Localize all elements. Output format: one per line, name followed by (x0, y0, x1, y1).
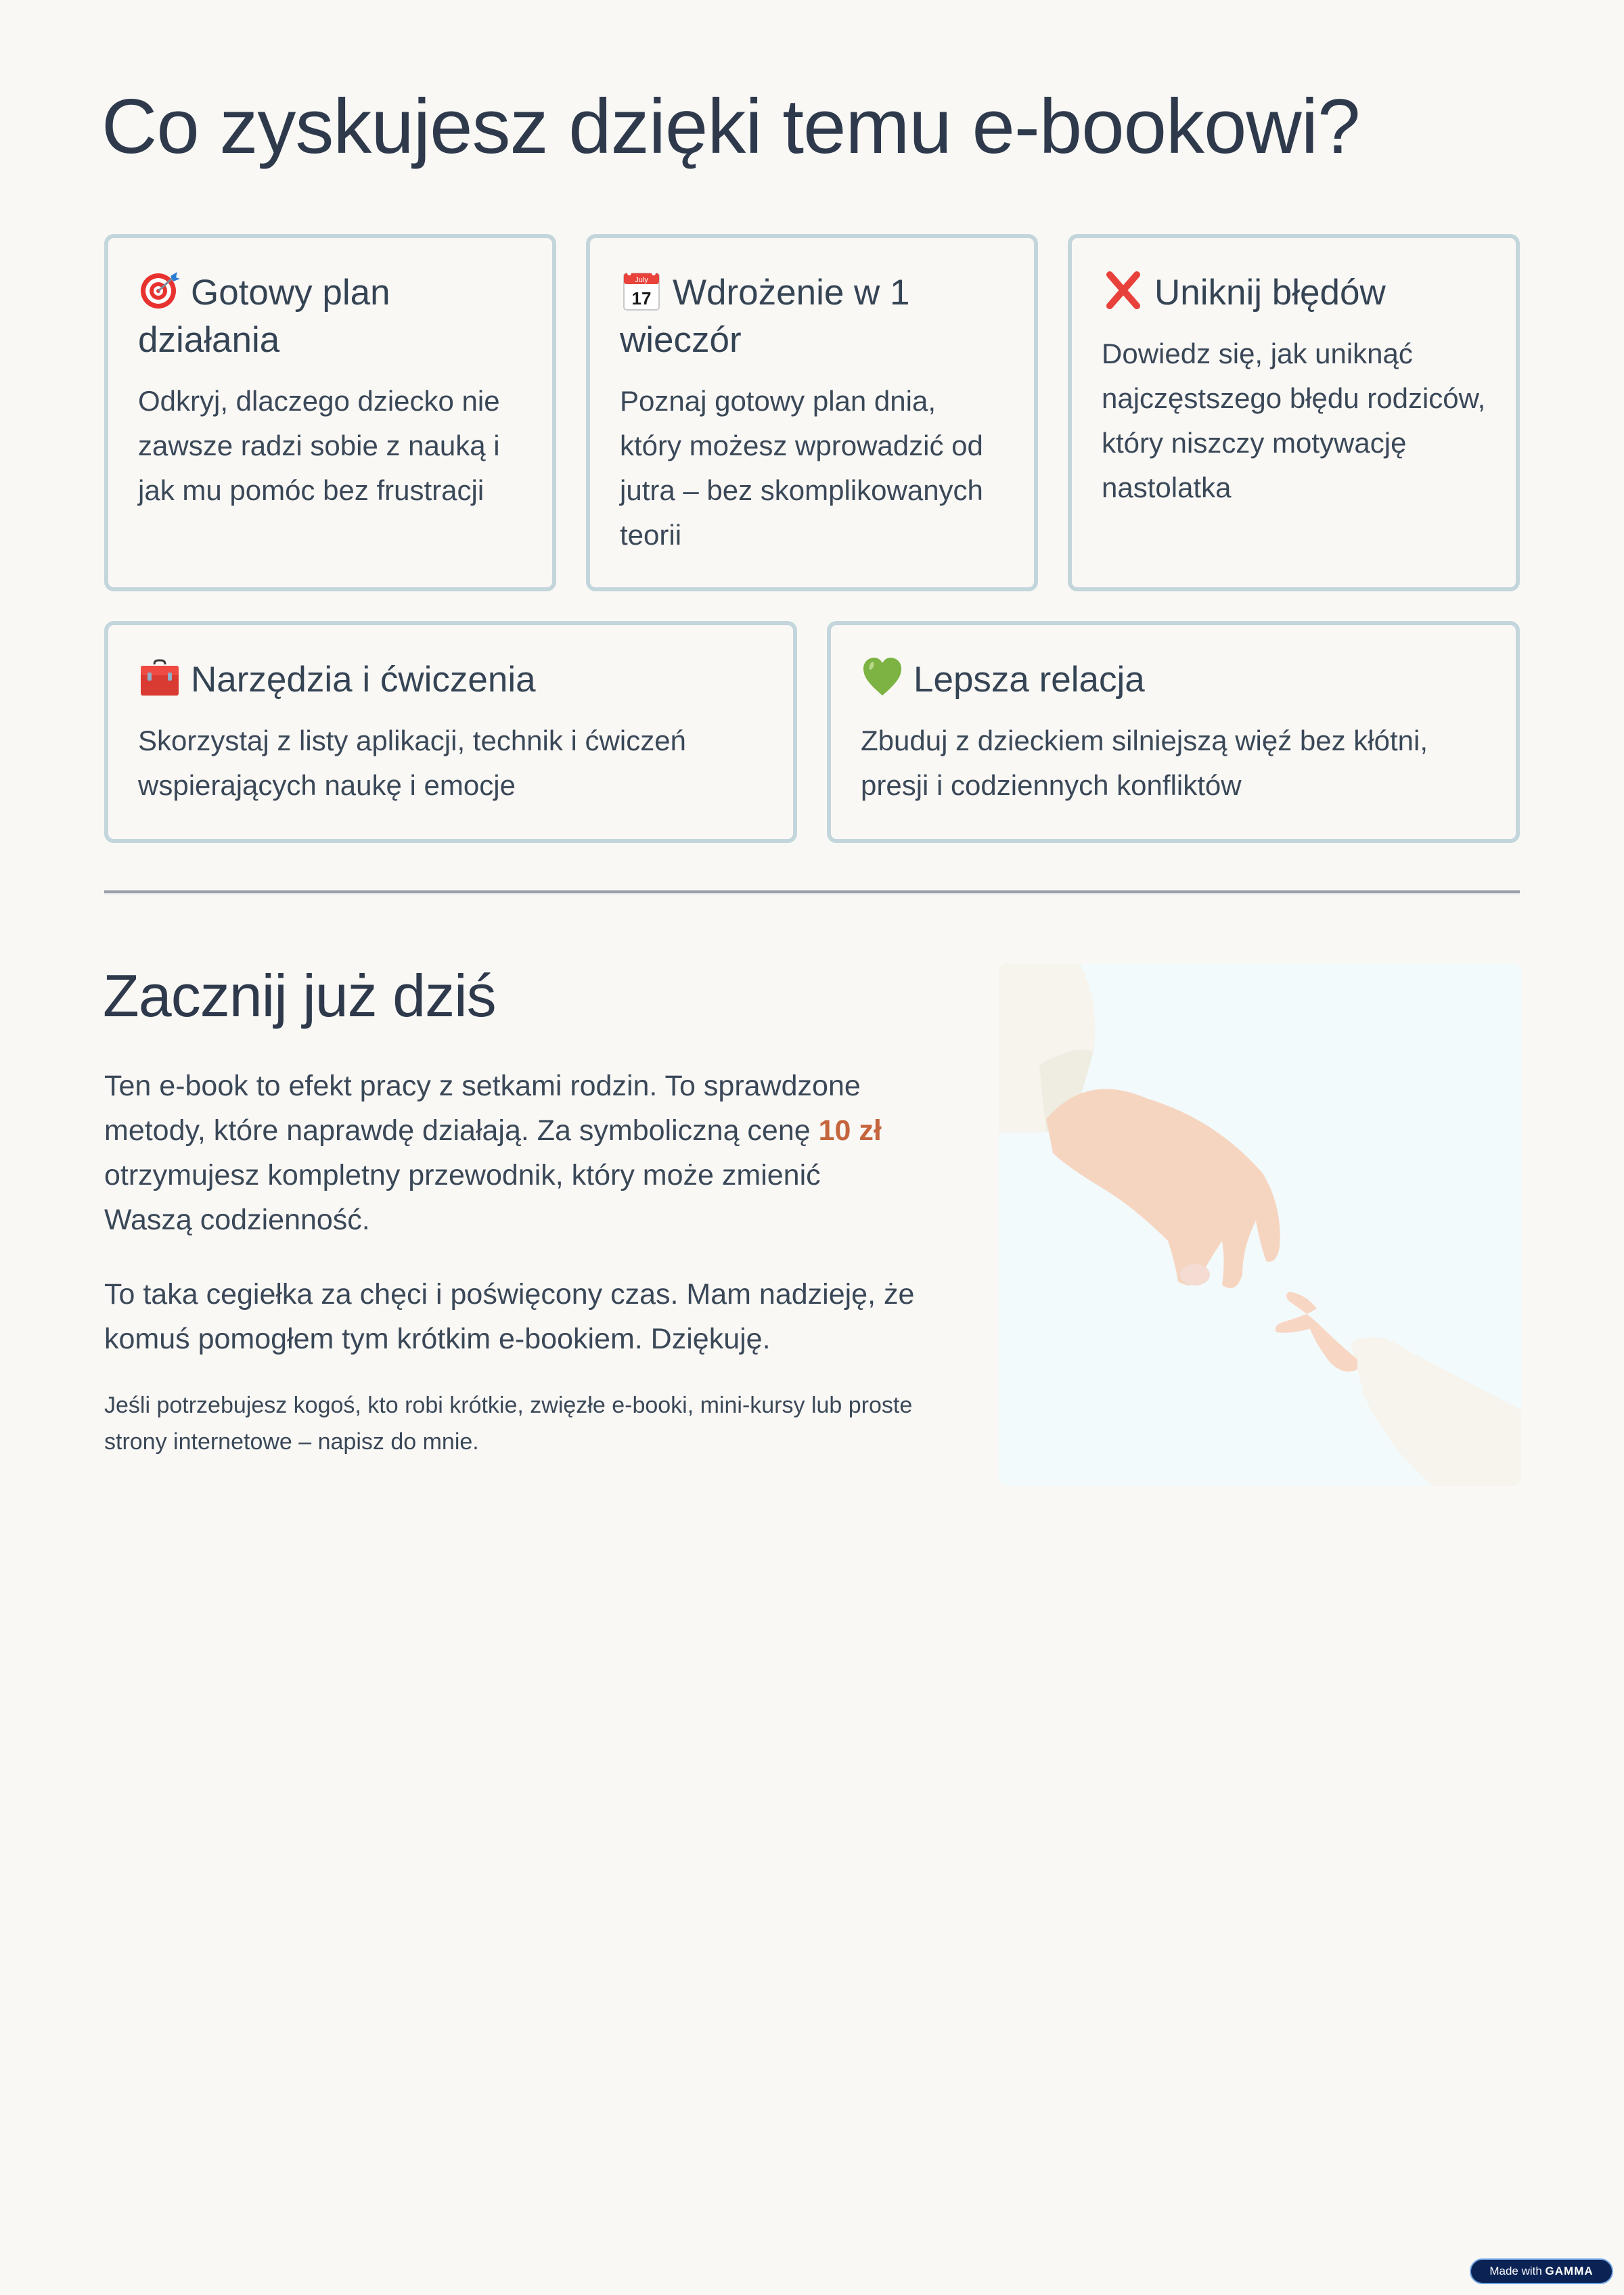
hands-reaching-image (999, 963, 1521, 1486)
card-heading-text: Narzędzia i ćwiczenia (191, 660, 536, 700)
svg-text:17: 17 (631, 288, 652, 309)
feature-card-ready-plan (104, 234, 556, 591)
card-heading-text: Uniknij błędów (1154, 273, 1386, 313)
svg-text:July: July (635, 276, 648, 284)
thanks-paragraph: To taka cegiełka za chęci i poświęcony czas. Mam nadzieję, że komuś pomogłem tym krótkim e-bookiem. Dziękuję. (104, 1278, 915, 1355)
target-dart-icon (138, 268, 181, 311)
feature-card-tools (104, 621, 797, 843)
card-heading (861, 655, 1486, 704)
card-heading-text: Lepsza relacja (914, 660, 1145, 700)
card-body: Odkryj, dlaczego dziecko nie zawsze radzi sobie z nauką i jak mu pomóc bez frustracji (138, 385, 500, 506)
card-heading (620, 268, 1004, 364)
cross-mark-icon (1102, 268, 1145, 311)
page-title: Co zyskujesz dzięki temu e-bookowi? (102, 84, 1360, 170)
calendar-icon (620, 268, 663, 311)
green-heart-icon (861, 655, 904, 698)
contact-note: Jeśli potrzebujesz kogoś, kto robi krótkie, zwięzłe e-booki, mini-kursy lub proste strony internetowe – napisz do mnie. (104, 1392, 913, 1455)
card-body: Poznaj gotowy plan dnia, który możesz wprowadzić od jutra – bez skomplikowanych teorii (620, 385, 983, 551)
intro-text-end: otrzymujesz kompletny przewodnik, który może zmienić Waszą codzienność. (104, 1159, 821, 1236)
feature-card-one-evening (586, 234, 1038, 591)
gamma-logo: GAMMA (1545, 2265, 1594, 2277)
section-title: Zacznij już dziś (103, 962, 496, 1029)
card-body: Dowiedz się, jak uniknąć najczęstszego błędu rodziców, który niszczy motywację nastolatka (1102, 338, 1486, 503)
intro-paragraph (104, 1064, 916, 1242)
hands-illustration (999, 963, 1521, 1486)
feature-card-avoid-mistakes (1068, 234, 1520, 591)
card-heading (138, 268, 522, 364)
toolbox-icon (138, 655, 181, 698)
intro-text-start: Ten e-book to efekt pracy z setkami rodzin. To sprawdzone metody, które naprawdę działają. Za symboliczną cenę (104, 1070, 861, 1147)
section-divider (104, 890, 1520, 894)
card-body: Zbuduj z dzieckiem silniejszą więź bez kłótni, presji i codziennych konfliktów (861, 725, 1428, 801)
price-highlight: 10 zł (818, 1114, 882, 1147)
feature-card-better-relationship (827, 621, 1520, 843)
badge-prefix: Made with (1489, 2265, 1542, 2277)
card-heading-text: Wdrożenie w 1 wieczór (620, 273, 910, 360)
card-heading-text: Gotowy plan działania (138, 273, 390, 360)
card-heading (1102, 268, 1486, 317)
made-with-gamma-badge[interactable] (1470, 2258, 1613, 2284)
card-body: Skorzystaj z listy aplikacji, technik i ćwiczeń wspierających naukę i emocje (138, 725, 686, 801)
card-heading (138, 655, 763, 704)
